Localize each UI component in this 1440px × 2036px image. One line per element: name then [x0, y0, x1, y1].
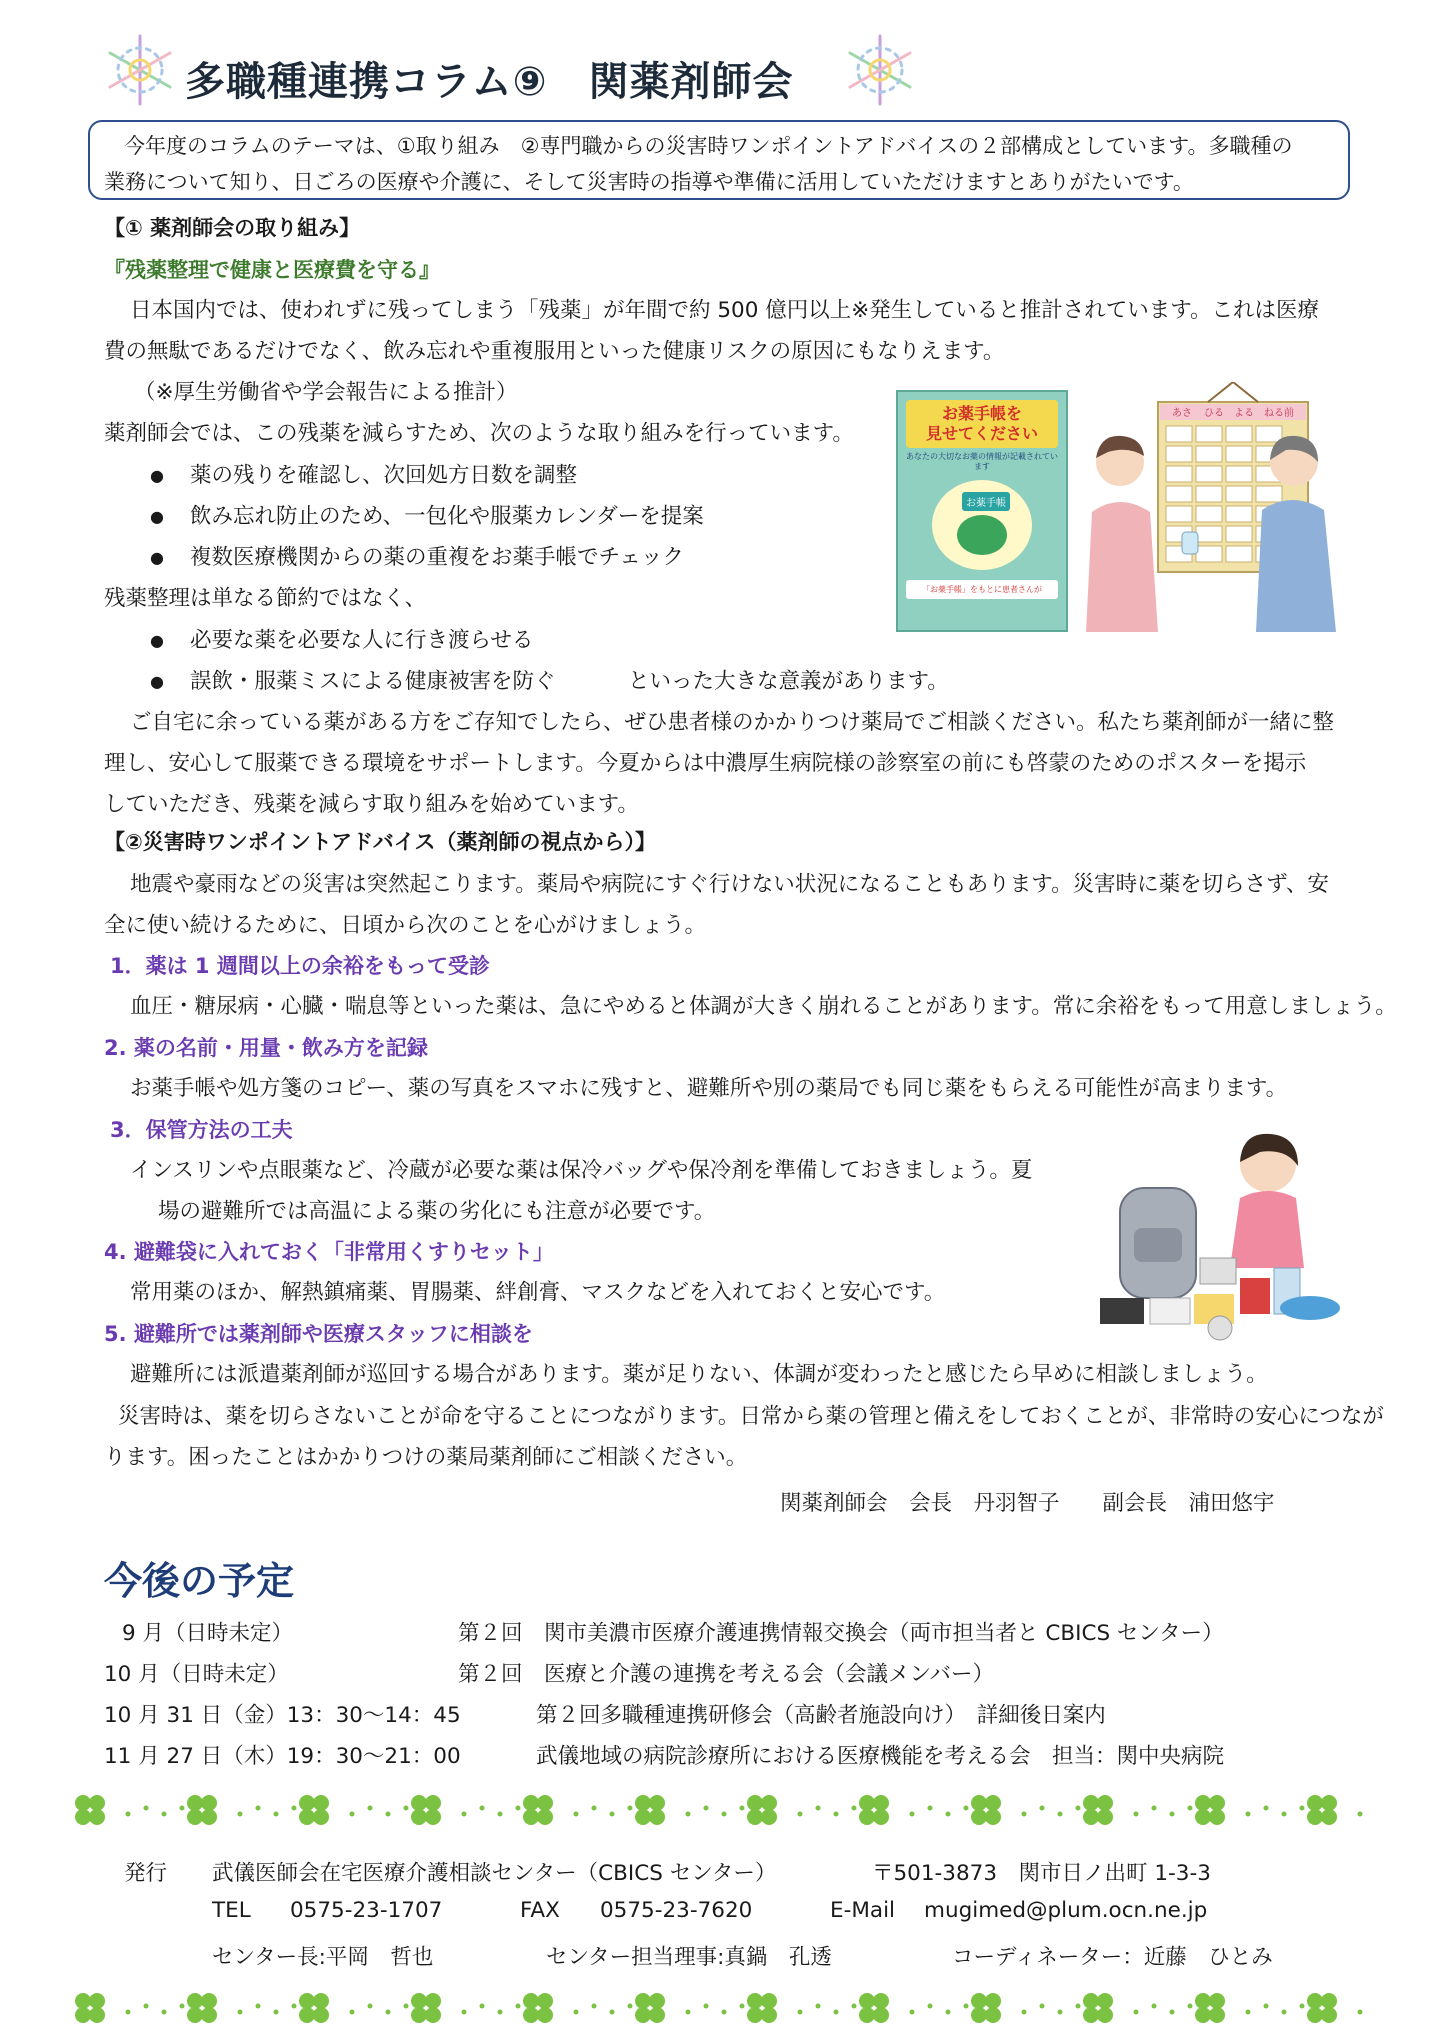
- email-label: E-Mail: [830, 1898, 896, 1923]
- page-title: 多職種連携コラム⑨ 関薬剤師会: [185, 59, 794, 105]
- schedule-row-4-date: 11 月 27 日（木）19：30～21：00: [104, 1744, 461, 1769]
- email-link[interactable]: mugimed@plum.ocn.ne.jp: [924, 1898, 1208, 1923]
- section1-note: （※厚生労働省や学会報告による推計）: [134, 380, 518, 405]
- section1-heading: 【① 薬剤師会の取り組み】: [104, 216, 361, 240]
- intro-line-2: 業務について知り、日ごろの医療や介護に、そして災害時の指導や準備に活用していただけますとありがたいです。: [104, 170, 1194, 194]
- poster-note: 「お薬手帳」をもとに患者さんが: [906, 580, 1058, 599]
- section2-intro-line1: 地震や豪雨などの災害は突然起こります。薬局や病院にすぐ行けない状況になることもあります。災害時に薬を切らさず、安: [130, 872, 1329, 897]
- schedule-row-1-event: 第２回 関市美濃市医療介護連携情報交換会（両市担当者と CBICS センター）: [458, 1621, 1224, 1646]
- section1-p1-line2: 費の無駄であるだけでなく、飲み忘れや重複服用といった健康リスクの原因にもなりえます。: [104, 339, 1005, 364]
- poster-title-2: 見せてください: [925, 424, 1038, 443]
- section1-p3: 残薬整理は単なる節約ではなく、: [104, 586, 427, 611]
- bullet-dot: ●: [150, 466, 164, 485]
- bullet-b-1: 必要な薬を必要な人に行き渡らせる: [190, 628, 534, 653]
- fax-label: FAX: [520, 1898, 560, 1923]
- advice-5-heading: 5. 避難所では薬剤師や医療スタッフに相談を: [104, 1322, 533, 1346]
- poster-globe-icon: [932, 480, 1032, 570]
- issuer-label: 発行: [124, 1861, 168, 1886]
- bullet-dot: ●: [150, 507, 164, 526]
- bullet-b-2: 誤飲・服薬ミスによる健康被害を防ぐ: [190, 669, 556, 694]
- tel-label: TEL: [212, 1898, 251, 1923]
- calendar-label-bedtime: ねる前: [1264, 408, 1294, 419]
- center-officer: センター担当理事:真鍋 孔透: [546, 1945, 832, 1970]
- section2-closing-line2: ります。困ったことはかかりつけの薬局薬剤師にご相談ください。: [104, 1445, 748, 1470]
- bullet-dot: ●: [150, 672, 164, 691]
- snowflake-right-icon: [840, 30, 920, 110]
- section1-p1-line1: 日本国内では、使われずに残ってしまう「残薬」が年間で約 500 億円以上※発生していると推計されています。これは医療: [130, 298, 1320, 323]
- schedule-row-3-date: 10 月 31 日（金）13：30～14：45: [104, 1703, 461, 1728]
- poster-badge: お薬手帳: [962, 492, 1010, 511]
- coordinator: コーディネーター：近藤 ひとみ: [952, 1945, 1273, 1970]
- emergency-kit-illustration: [1090, 1118, 1350, 1348]
- fax-number: 0575-23-7620: [600, 1898, 753, 1923]
- schedule-row-3-event: 第２回多職種連携研修会（高齢者施設向け） 詳細後日案内: [536, 1703, 1106, 1728]
- intro-box: [88, 120, 1350, 200]
- pharmacist-calendar-illustration: [1078, 382, 1348, 642]
- schedule-row-2-date: 10 月（日時未定）: [104, 1662, 289, 1687]
- snowflake-left-icon: [100, 30, 180, 110]
- calendar-label-night: よる: [1234, 408, 1254, 419]
- section1-p4-line3: していただき、残薬を減らす取り組みを始めています。: [104, 792, 639, 817]
- section2-heading: 【②災害時ワンポイントアドバイス（薬剤師の視点から）】: [104, 830, 657, 854]
- medicine-notebook-poster: [896, 390, 1068, 632]
- advice-3-text-line2: 場の避難所では高温による薬の劣化にも注意が必要です。: [158, 1199, 716, 1224]
- bullet-dot: ●: [150, 548, 164, 567]
- schedule-row-1-date: 9 月（日時未定）: [122, 1621, 294, 1646]
- schedule-row-4-event: 武儀地域の病院診療所における医療機能を考える会 担当：関中央病院: [536, 1744, 1225, 1769]
- advice-3-heading: 3．保管方法の工夫: [110, 1118, 293, 1142]
- clover-border-top-icon: [70, 1790, 1370, 1830]
- bullet-a-3: 複数医療機関からの薬の重複をお薬手帳でチェック: [190, 545, 684, 570]
- advice-5-text: 避難所には派遣薬剤師が巡回する場合があります。薬が足りない、体調が変わったと感じたら早めに相談しましょう。: [130, 1362, 1268, 1387]
- calendar-label-morning: あさ: [1172, 408, 1192, 419]
- bullet-a-1: 薬の残りを確認し、次回処方日数を調整: [190, 463, 578, 488]
- schedule-row-2-event: 第２回 医療と介護の連携を考える会（会議メンバー）: [458, 1662, 994, 1687]
- section1-p4-line1: ご自宅に余っている薬がある方をご存知でしたら、ぜひ患者様のかかりつけ薬局でご相談ください。私たち薬剤師が一緒に整: [130, 710, 1335, 735]
- tel-number: 0575-23-1707: [290, 1898, 443, 1923]
- advice-4-text: 常用薬のほか、解熱鎮痛薬、胃腸薬、絆創膏、マスクなどを入れておくと安心です。: [130, 1280, 946, 1305]
- poster-subtitle: あなたの大切なお薬の情報が記載されています: [906, 452, 1058, 471]
- section1-subheading: 『残薬整理で健康と医療費を守る』: [104, 258, 440, 282]
- section2-intro-line2: 全に使い続けるために、日頃から次のことを心がけましょう。: [104, 913, 707, 938]
- advice-3-text-line1: インスリンや点眼薬など、冷蔵が必要な薬は保冷バッグや保冷剤を準備しておきましょう。夏: [130, 1158, 1033, 1183]
- advice-2-heading: 2. 薬の名前・用量・飲み方を記録: [104, 1036, 428, 1060]
- poster-title-1: お薬手帳を: [941, 404, 1022, 423]
- issuer: 武儀医師会在宅医療介護相談センター（CBICS センター）: [212, 1861, 777, 1886]
- intro-line-1: 今年度のコラムのテーマは、①取り組み ②専門職からの災害時ワンポイントアドバイスの２部構成としています。多職種の: [124, 134, 1293, 158]
- bullet-b-tail: といった大きな意義があります。: [628, 669, 949, 694]
- schedule-title: 今後の予定: [104, 1559, 295, 1603]
- advice-4-heading: 4. 避難袋に入れておく「非常用くすりセット」: [104, 1240, 554, 1264]
- bullet-a-2: 飲み忘れ防止のため、一包化や服薬カレンダーを提案: [190, 504, 704, 529]
- clover-border-bottom-icon: [70, 1988, 1370, 2028]
- section2-closing-line1: 災害時は、薬を切らさないことが命を守ることにつながります。日常から薬の管理と備えをしておくことが、非常時の安心につなが: [118, 1404, 1384, 1429]
- advice-1-text: 血圧・糖尿病・心臓・喘息等といった薬は、急にやめると体調が大きく崩れることがあります。常に余裕をもって用意しましょう。: [130, 994, 1397, 1019]
- signature: 関薬剤師会 会長 丹羽智子 副会長 浦田悠宇: [780, 1491, 1275, 1516]
- section1-p4-line2: 理し、安心して服薬できる環境をサポートします。今夏からは中濃厚生病院様の診察室の前にも啓蒙のためのポスターを掲示: [104, 751, 1307, 776]
- calendar-label-noon: ひる: [1204, 408, 1224, 419]
- advice-2-text: お薬手帳や処方箋のコピー、薬の写真をスマホに残すと、避難所や別の薬局でも同じ薬をもらえる可能性が高まります。: [130, 1076, 1288, 1101]
- address: 〒501-3873 関市日ノ出町 1-3-3: [872, 1861, 1211, 1886]
- bullet-dot: ●: [150, 631, 164, 650]
- advice-1-heading: 1．薬は 1 週間以上の余裕をもって受診: [110, 954, 490, 978]
- center-director: センター長:平岡 哲也: [212, 1945, 434, 1970]
- section1-p2: 薬剤師会では、この残薬を減らすため、次のような取り組みを行っています。: [104, 421, 854, 446]
